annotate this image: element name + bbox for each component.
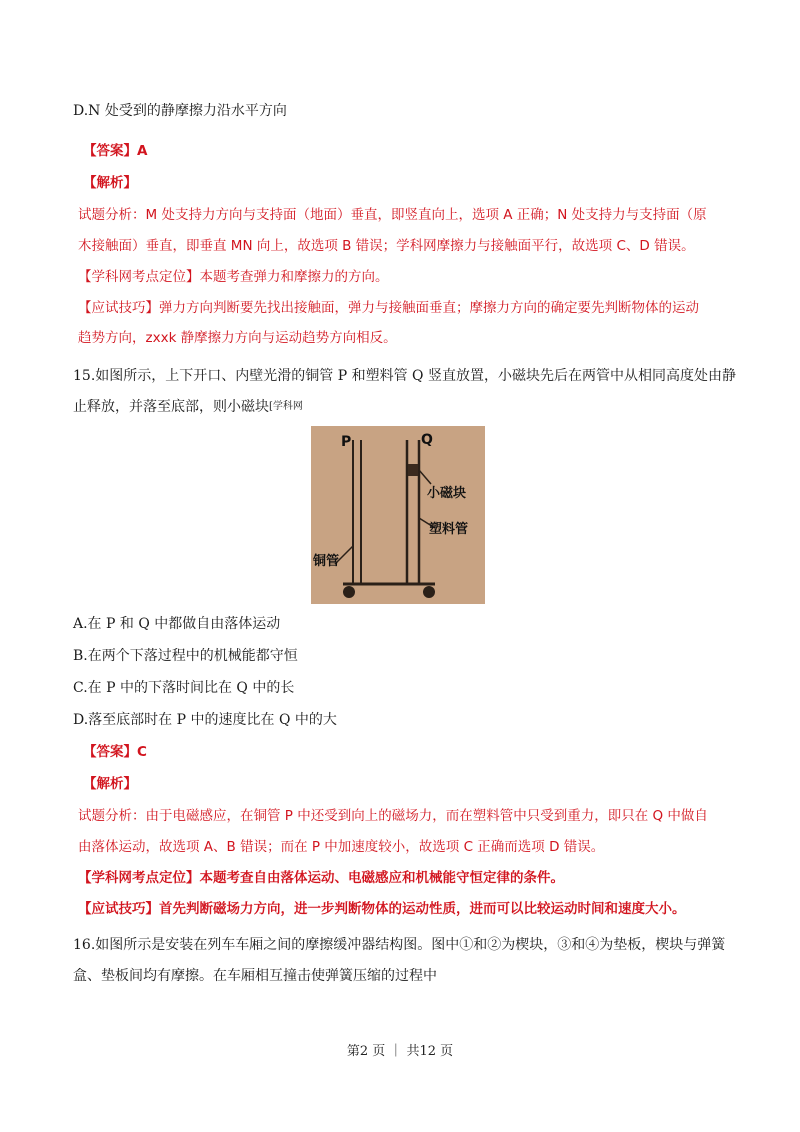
label-magnet: 小磁块 — [427, 486, 467, 501]
analysis-text: 木接触面）垂直，即垂直 MN 向上，故选项 B 错误；学科网摩擦力与接触面平行，故选项 C、D 错误。 — [78, 238, 695, 254]
analysis-text: 试题分析：由于电磁感应，在铜管 P 中还受到向上的磁场力，而在塑料管中只受到重力，即只在 Q 中做自 — [78, 808, 708, 824]
tubes-figure — [311, 426, 485, 604]
analysis-text: 试题分析：M 处支持力方向与支持面（地面）垂直，即竖直向上，选项 A 正确；N 处支持力与支持面（原 — [78, 207, 707, 223]
label-p: P — [341, 434, 352, 450]
watermark-text: [学科网 — [269, 401, 303, 412]
analysis-heading: 【解析】 — [83, 776, 137, 792]
question-16-stem: 16.如图所示是安装在列车车厢之间的摩擦缓冲器结构图。图中①和②为楔块，③和④为垫板，楔块与弹簧 — [73, 937, 726, 953]
option-c: C.在 P 中的下落时间比在 Q 中的长 — [73, 680, 295, 696]
answer-label: 【答案】C — [83, 744, 147, 760]
key-point: 【学科网考点定位】本题考查自由落体运动、电磁感应和机械能守恒定律的条件。 — [78, 870, 564, 886]
question-16-stem: 盒、垫板间均有摩擦。在车厢相互撞击使弹簧压缩的过程中 — [73, 968, 437, 984]
option-b: B.在两个下落过程中的机械能都守恒 — [73, 648, 298, 664]
option-d: D.落至底部时在 P 中的速度比在 Q 中的大 — [73, 712, 337, 728]
option-a: A.在 P 和 Q 中都做自由落体运动 — [73, 616, 281, 632]
analysis-text: 由落体运动，故选项 A、B 错误；而在 P 中加速度较小，故选项 C 正确而选项 D 错误。 — [78, 839, 605, 855]
option-d-prev: D.N 处受到的静摩擦力沿水平方向 — [73, 103, 287, 119]
question-15-stem — [73, 397, 303, 417]
exam-tip: 趋势方向，zxxk 静摩擦力方向与运动趋势方向相反。 — [78, 330, 397, 346]
label-plastic-tube: 塑料管 — [429, 522, 469, 537]
label-q: Q — [421, 432, 433, 448]
page-footer: 第2 页 ｜ 共12 页 — [346, 1044, 454, 1059]
question-15-stem: 15.如图所示，上下开口、内壁光滑的铜管 P 和塑料管 Q 竖直放置，小磁块先后在两管中从相同高度处由静 — [73, 368, 736, 384]
key-point: 【学科网考点定位】本题考查弹力和摩擦力的方向。 — [78, 269, 389, 285]
answer-label: 【答案】A — [83, 143, 148, 159]
label-copper-tube: 铜管 — [313, 554, 340, 569]
question-15-stem-text: 止释放，并落至底部，则小磁块 — [73, 399, 269, 415]
exam-tip: 【应试技巧】弹力方向判断要先找出接触面，弹力与接触面垂直；摩擦力方向的确定要先判断物体的运动 — [78, 300, 699, 316]
exam-tip: 【应试技巧】首先判断磁场力方向，进一步判断物体的运动性质，进而可以比较运动时间和速度大小。 — [78, 901, 686, 917]
analysis-heading: 【解析】 — [83, 175, 137, 191]
